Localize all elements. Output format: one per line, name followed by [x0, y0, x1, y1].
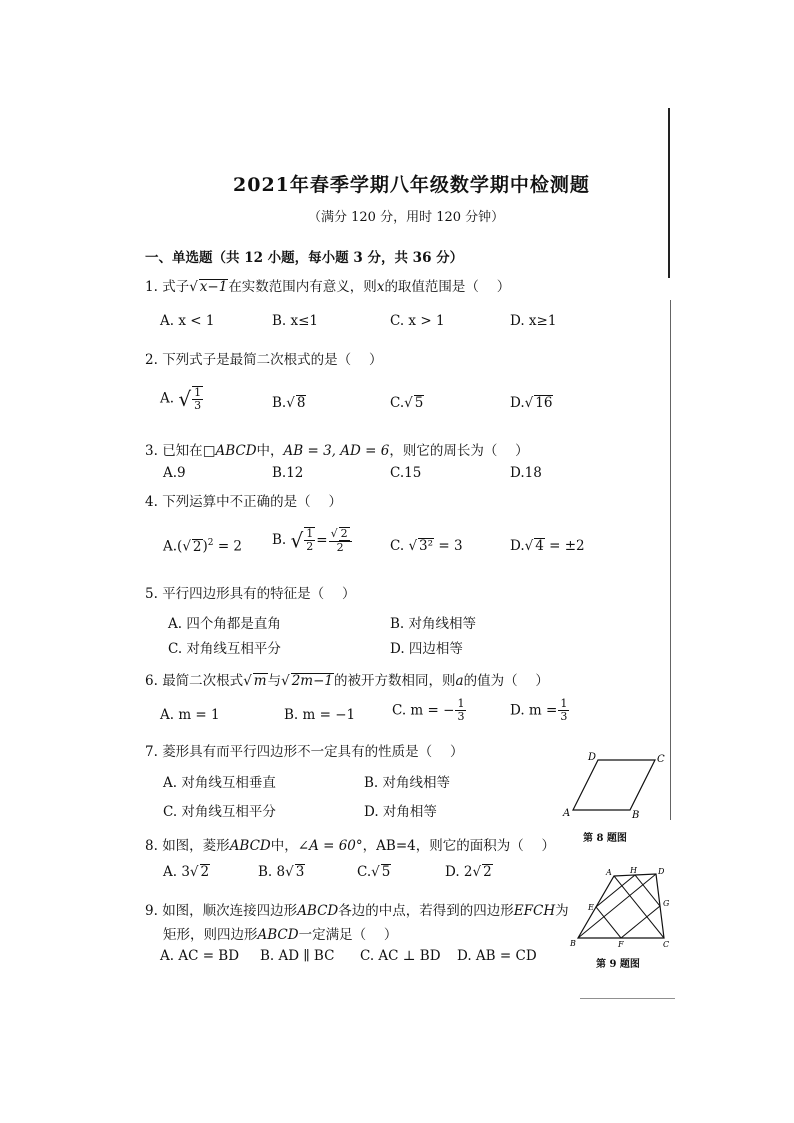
- q9-option-b: B. AD ∥ BC: [260, 948, 335, 964]
- fig9-label-a: A: [606, 868, 612, 877]
- q5-option-c: C. 对角线互相平分: [168, 641, 281, 657]
- fig8-label-a: A: [563, 808, 571, 819]
- q3-option-a: A.9: [163, 465, 186, 481]
- fig8-label-d: D: [588, 752, 597, 763]
- section-title: 一、单选题（共 12 小题，每小题 3 分，共 36 分）: [145, 250, 464, 266]
- q8-option-d: D. 2√ 2: [445, 864, 492, 880]
- q7-option-b: B. 对角线相等: [364, 775, 451, 791]
- fig9-label-b: B: [570, 939, 576, 948]
- figure-9-caption: 第 9 题图: [596, 959, 640, 970]
- q1-option-a: A. x < 1: [160, 313, 215, 329]
- question-9-line-1: 9. 如图，顺次连接四边形ABCD各边的中点，若得到的四边形EFCH为: [145, 903, 569, 919]
- q6-option-b: B. m = −1: [284, 707, 356, 723]
- q2-option-d: D.√ 16: [510, 395, 553, 411]
- q8-option-b: B. 8√ 3: [258, 864, 305, 880]
- q6-option-d: D. m = $\frac{1}{3}$: [510, 697, 568, 724]
- fig9-label-c: C: [663, 940, 670, 949]
- question-4: 4. 下列运算中不正确的是（ ）: [145, 494, 342, 510]
- q4-option-c: C. √ 3² = 3: [390, 538, 463, 554]
- q7-option-a: A. 对角线互相垂直: [163, 775, 276, 791]
- question-3: 3. 已知在□ABCD中，AB = 3, AD = 6，则它的周长为（ ）: [145, 443, 529, 459]
- page-subtitle: （满分 120 分，用时 120 分钟）: [308, 210, 505, 225]
- q9-option-c: C. AC ⊥ BD: [360, 948, 441, 964]
- fig9-label-h: H: [630, 866, 637, 875]
- figure-8-rhombus: [560, 748, 670, 828]
- scan-edge-line: [670, 300, 671, 820]
- q2-option-b: B.√ 8: [272, 395, 306, 411]
- fig8-label-b: B: [632, 810, 640, 821]
- q9-option-d: D. AB = CD: [457, 948, 537, 964]
- figure-8-caption: 第 8 题图: [583, 833, 627, 844]
- q8-option-a: A. 3√ 2: [163, 864, 210, 880]
- q3-option-d: D.18: [510, 465, 542, 481]
- question-1: 1. 式子√ x−1在实数范围内有意义，则x的取值范围是（ ）: [145, 279, 511, 295]
- question-7: 7. 菱形具有而平行四边形不一定具有的性质是（ ）: [145, 744, 464, 760]
- question-5: 5. 平行四边形具有的特征是（ ）: [145, 586, 356, 602]
- figure-9-quadrilateral: [566, 866, 672, 950]
- fig9-label-f: F: [618, 940, 624, 949]
- q1-option-d: D. x≥1: [510, 313, 557, 329]
- question-8: 8. 如图，菱形ABCD中，∠A = 60°，AB=4，则它的面积为（ ）: [145, 838, 556, 854]
- fig9-label-g: G: [663, 899, 670, 908]
- q7-option-d: D. 对角相等: [364, 804, 437, 820]
- fig9-label-e: E: [588, 903, 594, 912]
- q7-option-c: C. 对角线互相平分: [163, 804, 276, 820]
- q6-option-c: C. m = − $\frac{1}{3}$: [392, 697, 465, 724]
- scan-edge-line: [668, 108, 670, 278]
- scan-edge-line: [580, 998, 675, 999]
- q2-option-c: C.√ 5: [390, 395, 424, 411]
- q8-option-c: C.√ 5: [357, 864, 391, 880]
- question-6: 6. 最简二次根式√ m与√ 2m−1的被开方数相同，则a的值为（ ）: [145, 673, 549, 689]
- q6-option-a: A. m = 1: [160, 707, 220, 723]
- q4-option-a: A.(√ 2)$^2$ = 2: [163, 538, 243, 555]
- q1-option-b: B. x≤1: [272, 313, 319, 329]
- question-2: 2. 下列式子是最简二次根式的是（ ）: [145, 352, 383, 368]
- q5-option-a: A. 四个角都是直角: [168, 616, 281, 632]
- q1-option-c: C. x > 1: [390, 313, 445, 329]
- q3-option-c: C.15: [390, 465, 422, 481]
- question-9-line-2: 矩形，则四边形ABCD一定满足（ ）: [163, 927, 398, 943]
- page-title: 2021年春季学期八年级数学期中检测题: [233, 174, 590, 196]
- q2-option-a: A. √ $\frac{1}{3}$: [160, 386, 202, 413]
- q4-option-b: B. √ $\frac{1}{2}$ = $\frac{√ 2}{2}$: [272, 527, 353, 554]
- q3-option-b: B.12: [272, 465, 304, 481]
- q9-option-a: A. AC = BD: [160, 948, 240, 964]
- fig8-label-c: C: [657, 754, 665, 765]
- q5-option-b: B. 对角线相等: [390, 616, 477, 632]
- q4-option-d: D.√ 4 = ±2: [510, 538, 585, 554]
- q5-option-d: D. 四边相等: [390, 641, 463, 657]
- fig9-label-d: D: [658, 867, 665, 876]
